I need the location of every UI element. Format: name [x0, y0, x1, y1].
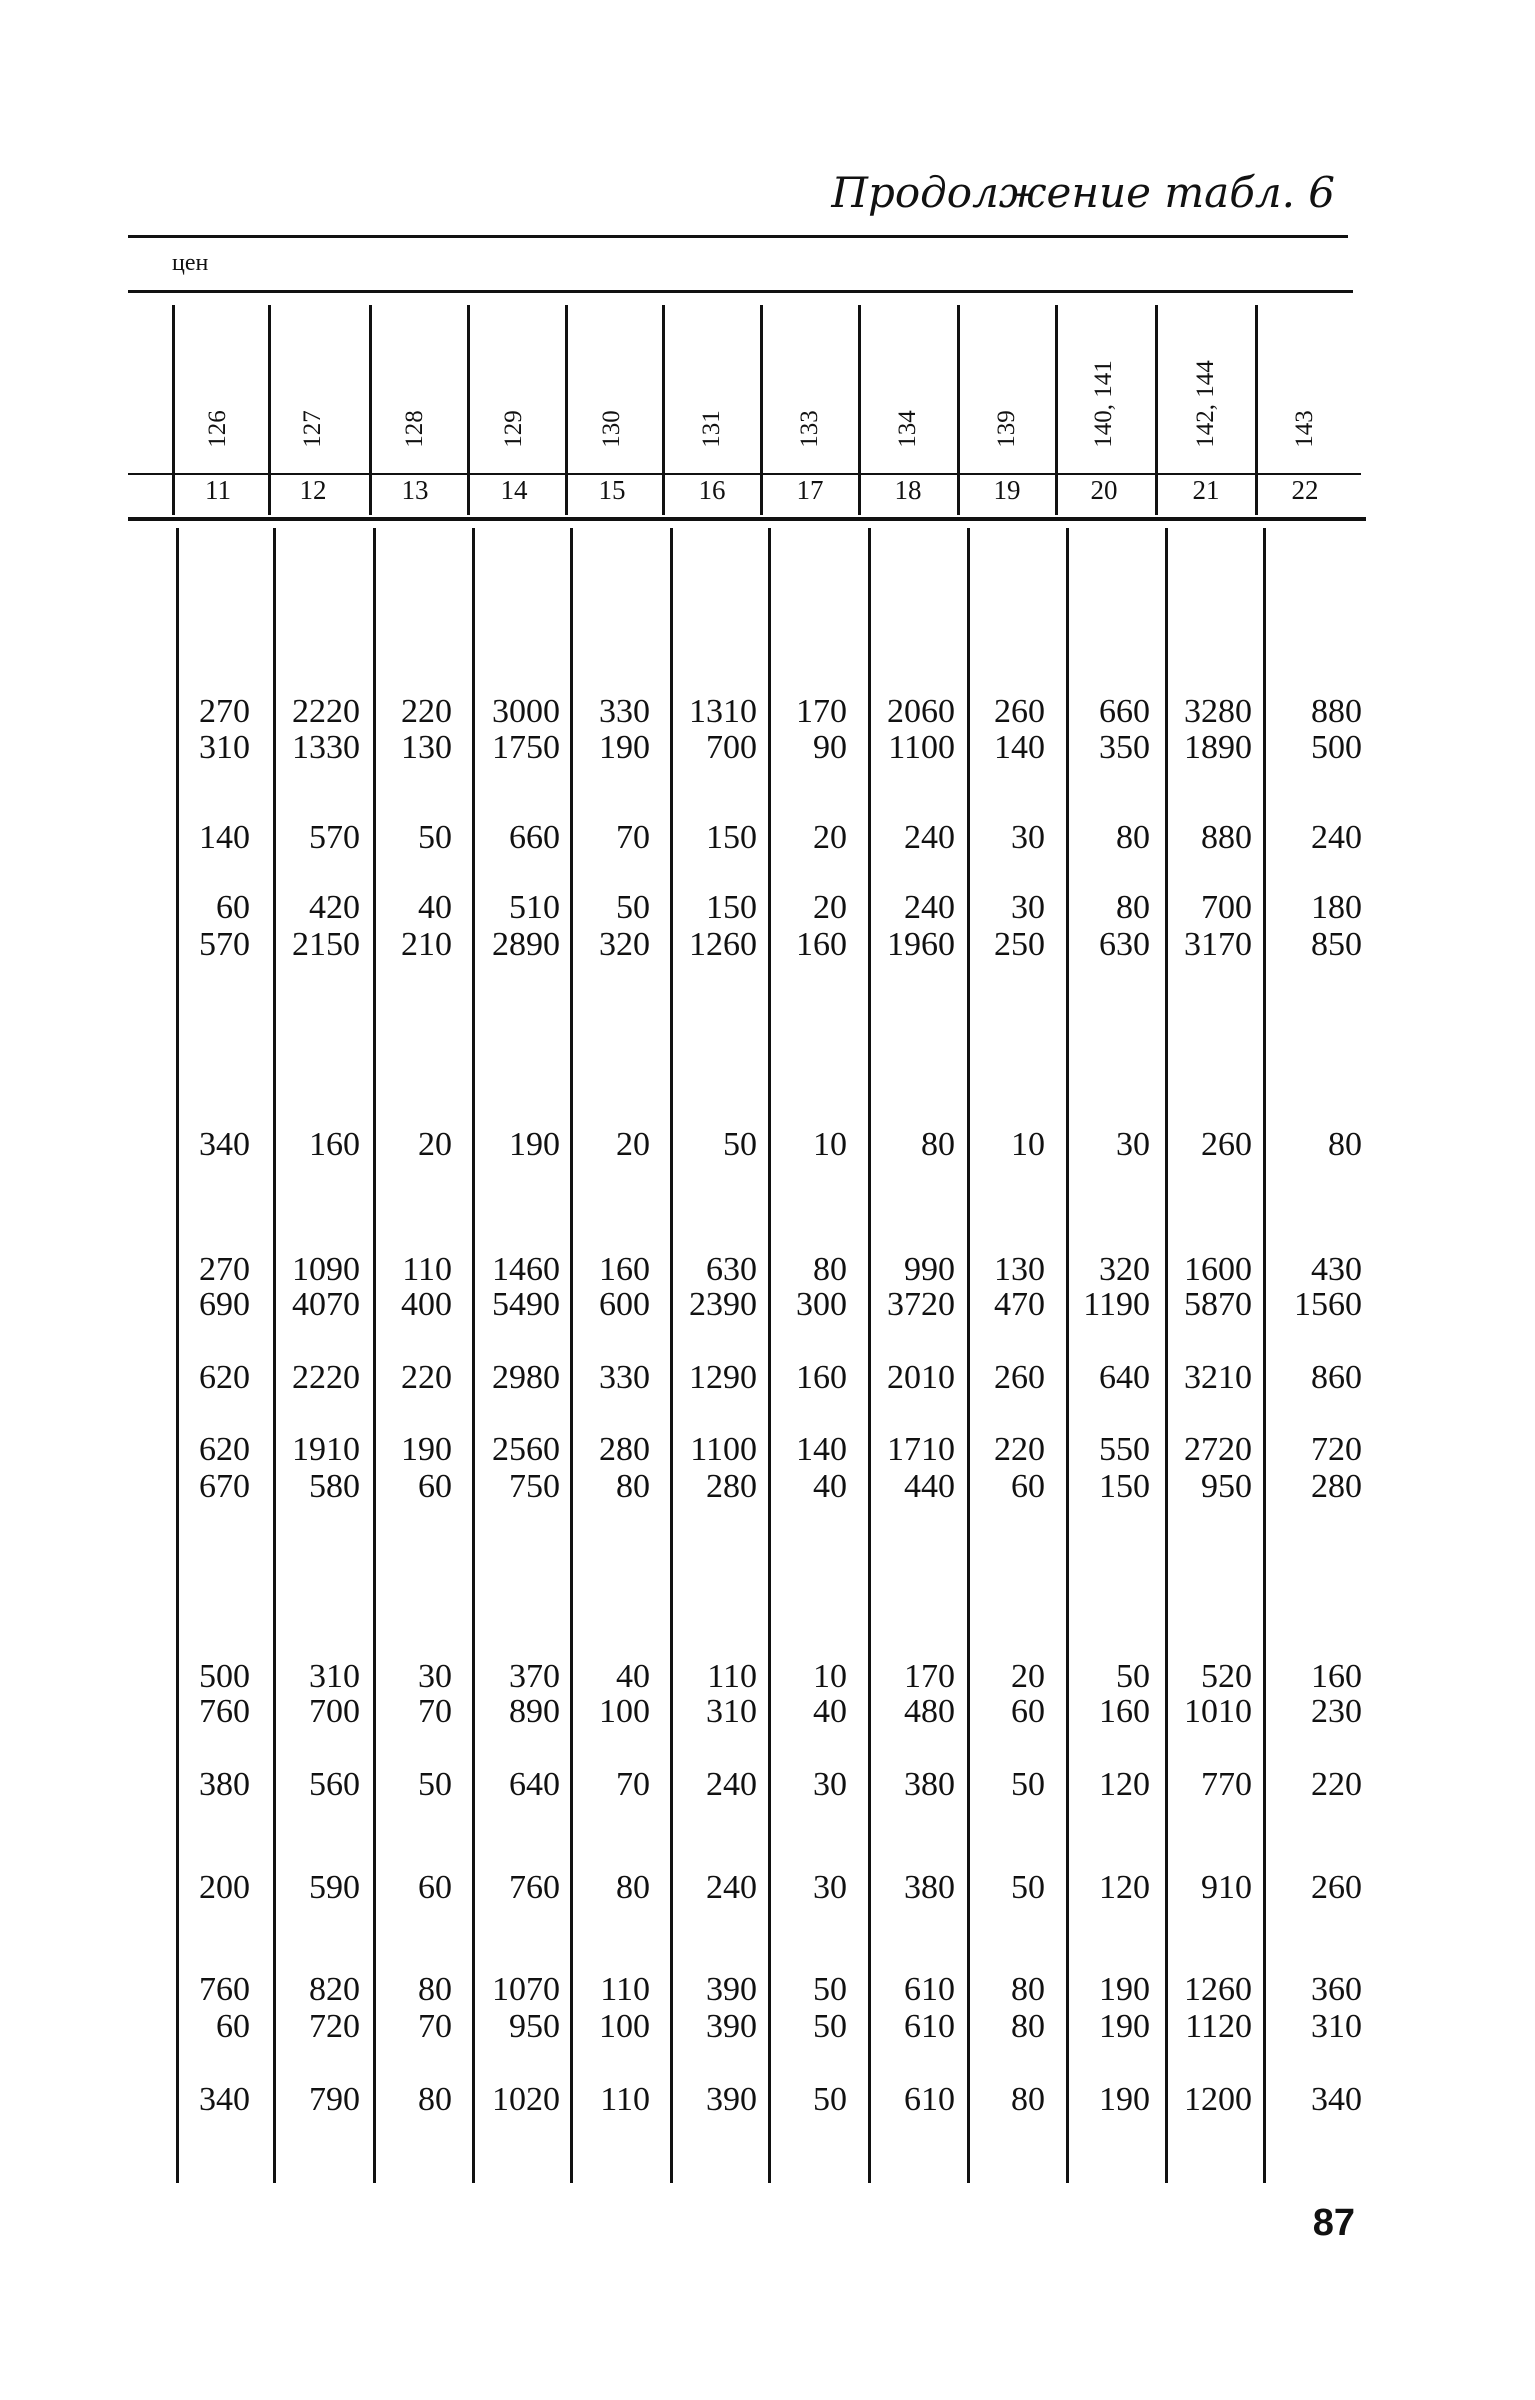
- table-cell: 1710: [887, 1431, 955, 1468]
- table-cell: 2890: [492, 926, 560, 963]
- table-cell: 1200: [1184, 2081, 1252, 2118]
- table-cell: 3210: [1184, 1359, 1252, 1396]
- table-cell: 520: [1201, 1658, 1252, 1695]
- column-label: 131: [697, 410, 725, 448]
- table-cell: 320: [599, 926, 650, 963]
- table-cell: 220: [401, 1359, 452, 1396]
- table-cell: 240: [706, 1766, 757, 1803]
- header-rule: [128, 290, 1353, 293]
- table-cell: 700: [1201, 889, 1252, 926]
- table-cell: 80: [616, 1869, 650, 1906]
- body-divider: [273, 528, 276, 2183]
- table-cell: 880: [1311, 693, 1362, 730]
- table-cell: 4070: [292, 1286, 360, 1323]
- table-cell: 370: [509, 1658, 560, 1695]
- table-cell: 340: [199, 2081, 250, 2118]
- header-divider: [1055, 305, 1058, 515]
- table-cell: 500: [1311, 729, 1362, 766]
- table-cell: 620: [199, 1431, 250, 1468]
- table-cell: 950: [509, 2008, 560, 2045]
- table-cell: 30: [1011, 889, 1045, 926]
- table-cell: 110: [600, 2081, 650, 2118]
- table-cell: 2980: [492, 1359, 560, 1396]
- column-label: 130: [597, 410, 625, 448]
- table-cell: 510: [509, 889, 560, 926]
- table-cell: 640: [509, 1766, 560, 1803]
- table-cell: 360: [1311, 1971, 1362, 2008]
- column-label: 127: [298, 410, 326, 448]
- table-cell: 160: [796, 926, 847, 963]
- column-label: 142, 144: [1191, 360, 1219, 448]
- table-cell: 500: [199, 1658, 250, 1695]
- table-cell: 440: [904, 1468, 955, 1505]
- table-cell: 300: [796, 1286, 847, 1323]
- table-cell: 260: [994, 693, 1045, 730]
- column-number: 17: [796, 475, 824, 505]
- table-cell: 40: [813, 1693, 847, 1730]
- table-cell: 2720: [1184, 1431, 1252, 1468]
- table-cell: 190: [1099, 2008, 1150, 2045]
- table-cell: 70: [616, 819, 650, 856]
- table-cell: 220: [994, 1431, 1045, 1468]
- table-cell: 50: [1116, 1658, 1150, 1695]
- table-cell: 100: [599, 1693, 650, 1730]
- table-cell: 240: [1311, 819, 1362, 856]
- table-cell: 990: [904, 1251, 955, 1288]
- table-cell: 2010: [887, 1359, 955, 1396]
- table-cell: 170: [796, 693, 847, 730]
- table-cell: 20: [616, 1126, 650, 1163]
- table-cell: 160: [1099, 1693, 1150, 1730]
- table-cell: 140: [199, 819, 250, 856]
- table-cell: 80: [1116, 819, 1150, 856]
- table-cell: 260: [994, 1359, 1045, 1396]
- table-cell: 180: [1311, 889, 1362, 926]
- table-cell: 380: [904, 1869, 955, 1906]
- body-divider: [570, 528, 573, 2183]
- table-cell: 200: [199, 1869, 250, 1906]
- table-cell: 220: [1311, 1766, 1362, 1803]
- table-cell: 790: [309, 2081, 360, 2118]
- body-divider: [373, 528, 376, 2183]
- table-cell: 30: [813, 1766, 847, 1803]
- column-label: 128: [400, 410, 428, 448]
- table-cell: 2220: [292, 1359, 360, 1396]
- table-cell: 110: [707, 1658, 757, 1695]
- table-cell: 190: [599, 729, 650, 766]
- table-cell: 40: [616, 1658, 650, 1695]
- table-cell: 310: [706, 1693, 757, 1730]
- table-cell: 700: [309, 1693, 360, 1730]
- table-cell: 1100: [690, 1431, 757, 1468]
- header-divider: [1155, 305, 1158, 515]
- table-cell: 160: [1311, 1658, 1362, 1695]
- table-cell: 60: [216, 889, 250, 926]
- table-cell: 400: [401, 1286, 452, 1323]
- table-cell: 320: [1099, 1251, 1150, 1288]
- table-cell: 1070: [492, 1971, 560, 2008]
- table-cell: 1260: [1184, 1971, 1252, 2008]
- table-cell: 130: [401, 729, 452, 766]
- table-cell: 670: [199, 1468, 250, 1505]
- table-cell: 270: [199, 693, 250, 730]
- table-cell: 1260: [689, 926, 757, 963]
- table-cell: 3280: [1184, 693, 1252, 730]
- table-cell: 100: [599, 2008, 650, 2045]
- table-cell: 60: [418, 1869, 452, 1906]
- table-cell: 1560: [1294, 1286, 1362, 1323]
- table-cell: 30: [813, 1869, 847, 1906]
- table-cell: 590: [309, 1869, 360, 1906]
- table-cell: 1960: [887, 926, 955, 963]
- table-cell: 380: [199, 1766, 250, 1803]
- column-number: 22: [1291, 475, 1319, 505]
- table-cell: 70: [418, 2008, 452, 2045]
- table-cell: 70: [616, 1766, 650, 1803]
- table-cell: 60: [216, 2008, 250, 2045]
- table-cell: 880: [1201, 819, 1252, 856]
- table-cell: 570: [199, 926, 250, 963]
- table-cell: 430: [1311, 1251, 1362, 1288]
- header-divider: [760, 305, 763, 515]
- table-cell: 330: [599, 693, 650, 730]
- table-cell: 5870: [1184, 1286, 1252, 1323]
- table-cell: 80: [418, 2081, 452, 2118]
- table-cell: 3720: [887, 1286, 955, 1323]
- table-cell: 770: [1201, 1766, 1252, 1803]
- table-cell: 2390: [689, 1286, 757, 1323]
- column-label: 139: [992, 410, 1020, 448]
- table-cell: 750: [509, 1468, 560, 1505]
- table-cell: 40: [418, 889, 452, 926]
- table-cell: 1290: [689, 1359, 757, 1396]
- table-cell: 280: [1311, 1468, 1362, 1505]
- table-cell: 1100: [888, 729, 955, 766]
- top-rule: [128, 235, 1348, 238]
- table-cell: 140: [994, 729, 1045, 766]
- table-cell: 660: [509, 819, 560, 856]
- table-caption: Продолжение табл. 6: [831, 168, 1335, 217]
- table-cell: 80: [1011, 2008, 1045, 2045]
- table-cell: 120: [1099, 1766, 1150, 1803]
- body-divider: [472, 528, 475, 2183]
- table-cell: 30: [1116, 1126, 1150, 1163]
- table-cell: 20: [813, 889, 847, 926]
- column-label: 134: [893, 410, 921, 448]
- table-cell: 50: [813, 2081, 847, 2118]
- table-cell: 160: [599, 1251, 650, 1288]
- table-cell: 860: [1311, 1359, 1362, 1396]
- body-divider: [1263, 528, 1266, 2183]
- table-cell: 310: [1311, 2008, 1362, 2045]
- table-cell: 1120: [1185, 2008, 1252, 2045]
- column-number: 13: [401, 475, 429, 505]
- column-number: 12: [299, 475, 327, 505]
- table-cell: 1890: [1184, 729, 1252, 766]
- table-cell: 5490: [492, 1286, 560, 1323]
- column-number: 21: [1192, 475, 1220, 505]
- table-cell: 80: [1116, 889, 1150, 926]
- table-cell: 3170: [1184, 926, 1252, 963]
- table-cell: 110: [402, 1251, 452, 1288]
- column-label: 126: [203, 410, 231, 448]
- table-cell: 610: [904, 2008, 955, 2045]
- table-cell: 30: [418, 1658, 452, 1695]
- table-cell: 260: [1201, 1126, 1252, 1163]
- column-label: 143: [1290, 410, 1318, 448]
- table-cell: 1460: [492, 1251, 560, 1288]
- body-divider: [176, 528, 179, 2183]
- header-divider: [858, 305, 861, 515]
- table-cell: 270: [199, 1251, 250, 1288]
- table-cell: 720: [309, 2008, 360, 2045]
- column-number: 18: [894, 475, 922, 505]
- table-cell: 210: [401, 926, 452, 963]
- table-cell: 390: [706, 2008, 757, 2045]
- table-cell: 190: [1099, 1971, 1150, 2008]
- table-cell: 150: [706, 819, 757, 856]
- table-cell: 50: [1011, 1869, 1045, 1906]
- table-cell: 240: [904, 889, 955, 926]
- table-cell: 630: [706, 1251, 757, 1288]
- table-cell: 610: [904, 2081, 955, 2118]
- table-cell: 640: [1099, 1359, 1150, 1396]
- table-cell: 30: [1011, 819, 1045, 856]
- table-cell: 690: [199, 1286, 250, 1323]
- table-cell: 890: [509, 1693, 560, 1730]
- body-divider: [1165, 528, 1168, 2183]
- table-cell: 390: [706, 2081, 757, 2118]
- table-cell: 20: [418, 1126, 452, 1163]
- table-cell: 80: [616, 1468, 650, 1505]
- table-cell: 50: [813, 1971, 847, 2008]
- table-cell: 150: [706, 889, 757, 926]
- table-cell: 60: [1011, 1693, 1045, 1730]
- table-cell: 1020: [492, 2081, 560, 2118]
- table-cell: 580: [309, 1468, 360, 1505]
- table-cell: 190: [401, 1431, 452, 1468]
- table-cell: 110: [600, 1971, 650, 2008]
- table-cell: 630: [1099, 926, 1150, 963]
- table-cell: 910: [1201, 1869, 1252, 1906]
- table-cell: 10: [1011, 1126, 1045, 1163]
- table-cell: 230: [1311, 1693, 1362, 1730]
- body-rule: [128, 517, 1366, 521]
- table-cell: 470: [994, 1286, 1045, 1323]
- table-cell: 550: [1099, 1431, 1150, 1468]
- table-cell: 40: [813, 1468, 847, 1505]
- table-cell: 560: [309, 1766, 360, 1803]
- table-cell: 310: [199, 729, 250, 766]
- body-divider: [868, 528, 871, 2183]
- column-label: 129: [499, 410, 527, 448]
- table-cell: 390: [706, 1971, 757, 2008]
- column-label: 140, 141: [1089, 360, 1117, 448]
- table-cell: 80: [1328, 1126, 1362, 1163]
- table-cell: 340: [199, 1126, 250, 1163]
- table-cell: 820: [309, 1971, 360, 2008]
- table-cell: 1010: [1184, 1693, 1252, 1730]
- table-cell: 760: [199, 1693, 250, 1730]
- table-cell: 720: [1311, 1431, 1362, 1468]
- body-divider: [1066, 528, 1069, 2183]
- column-number: 20: [1090, 475, 1118, 505]
- table-cell: 850: [1311, 926, 1362, 963]
- column-number: 11: [205, 475, 231, 505]
- table-cell: 160: [309, 1126, 360, 1163]
- header-fragment: цен: [172, 250, 209, 276]
- header-divider: [1255, 305, 1258, 515]
- table-cell: 50: [418, 819, 452, 856]
- table-cell: 50: [418, 1766, 452, 1803]
- table-cell: 310: [309, 1658, 360, 1695]
- table-cell: 1750: [492, 729, 560, 766]
- table-cell: 1190: [1083, 1286, 1150, 1323]
- table-cell: 380: [904, 1766, 955, 1803]
- table-cell: 760: [509, 1869, 560, 1906]
- table-cell: 120: [1099, 1869, 1150, 1906]
- table-cell: 1600: [1184, 1251, 1252, 1288]
- page-number: 87: [1312, 2202, 1355, 2244]
- table-cell: 250: [994, 926, 1045, 963]
- column-number: 14: [500, 475, 528, 505]
- table-cell: 190: [509, 1126, 560, 1163]
- table-cell: 1330: [292, 729, 360, 766]
- table-cell: 240: [904, 819, 955, 856]
- table-cell: 2150: [292, 926, 360, 963]
- table-cell: 2060: [887, 693, 955, 730]
- table-cell: 60: [1011, 1468, 1045, 1505]
- body-divider: [670, 528, 673, 2183]
- table-cell: 760: [199, 1971, 250, 2008]
- table-cell: 10: [813, 1126, 847, 1163]
- table-cell: 950: [1201, 1468, 1252, 1505]
- table-cell: 480: [904, 1693, 955, 1730]
- table-cell: 170: [904, 1658, 955, 1695]
- body-divider: [967, 528, 970, 2183]
- table-cell: 260: [1311, 1869, 1362, 1906]
- table-cell: 20: [813, 819, 847, 856]
- table-cell: 1090: [292, 1251, 360, 1288]
- table-cell: 220: [401, 693, 452, 730]
- table-cell: 60: [418, 1468, 452, 1505]
- table-cell: 80: [418, 1971, 452, 2008]
- table-cell: 2560: [492, 1431, 560, 1468]
- table-cell: 50: [723, 1126, 757, 1163]
- column-label: 133: [795, 410, 823, 448]
- table-cell: 90: [813, 729, 847, 766]
- table-cell: 130: [994, 1251, 1045, 1288]
- header-divider: [957, 305, 960, 515]
- table-cell: 80: [1011, 2081, 1045, 2118]
- table-cell: 20: [1011, 1658, 1045, 1695]
- table-cell: 350: [1099, 729, 1150, 766]
- table-cell: 240: [706, 1869, 757, 1906]
- table-cell: 420: [309, 889, 360, 926]
- table-cell: 190: [1099, 2081, 1150, 2118]
- table-cell: 660: [1099, 693, 1150, 730]
- table-cell: 340: [1311, 2081, 1362, 2118]
- table-cell: 280: [706, 1468, 757, 1505]
- table-cell: 700: [706, 729, 757, 766]
- table-cell: 160: [796, 1359, 847, 1396]
- table-cell: 330: [599, 1359, 650, 1396]
- table-cell: 140: [796, 1431, 847, 1468]
- table-cell: 10: [813, 1658, 847, 1695]
- table-cell: 600: [599, 1286, 650, 1323]
- table-cell: 610: [904, 1971, 955, 2008]
- table-cell: 1910: [292, 1431, 360, 1468]
- table-cell: 80: [1011, 1971, 1045, 2008]
- table-cell: 50: [616, 889, 650, 926]
- column-number: 16: [698, 475, 726, 505]
- body-divider: [768, 528, 771, 2183]
- table-cell: 70: [418, 1693, 452, 1730]
- header-divider: [662, 305, 665, 515]
- column-number: 19: [993, 475, 1021, 505]
- table-cell: 150: [1099, 1468, 1150, 1505]
- table-cell: 50: [813, 2008, 847, 2045]
- table-cell: 570: [309, 819, 360, 856]
- table-cell: 80: [813, 1251, 847, 1288]
- table-cell: 1310: [689, 693, 757, 730]
- table-cell: 50: [1011, 1766, 1045, 1803]
- table-cell: 620: [199, 1359, 250, 1396]
- table-cell: 80: [921, 1126, 955, 1163]
- table-cell: 280: [599, 1431, 650, 1468]
- column-number: 15: [598, 475, 626, 505]
- table-cell: 2220: [292, 693, 360, 730]
- table-cell: 3000: [492, 693, 560, 730]
